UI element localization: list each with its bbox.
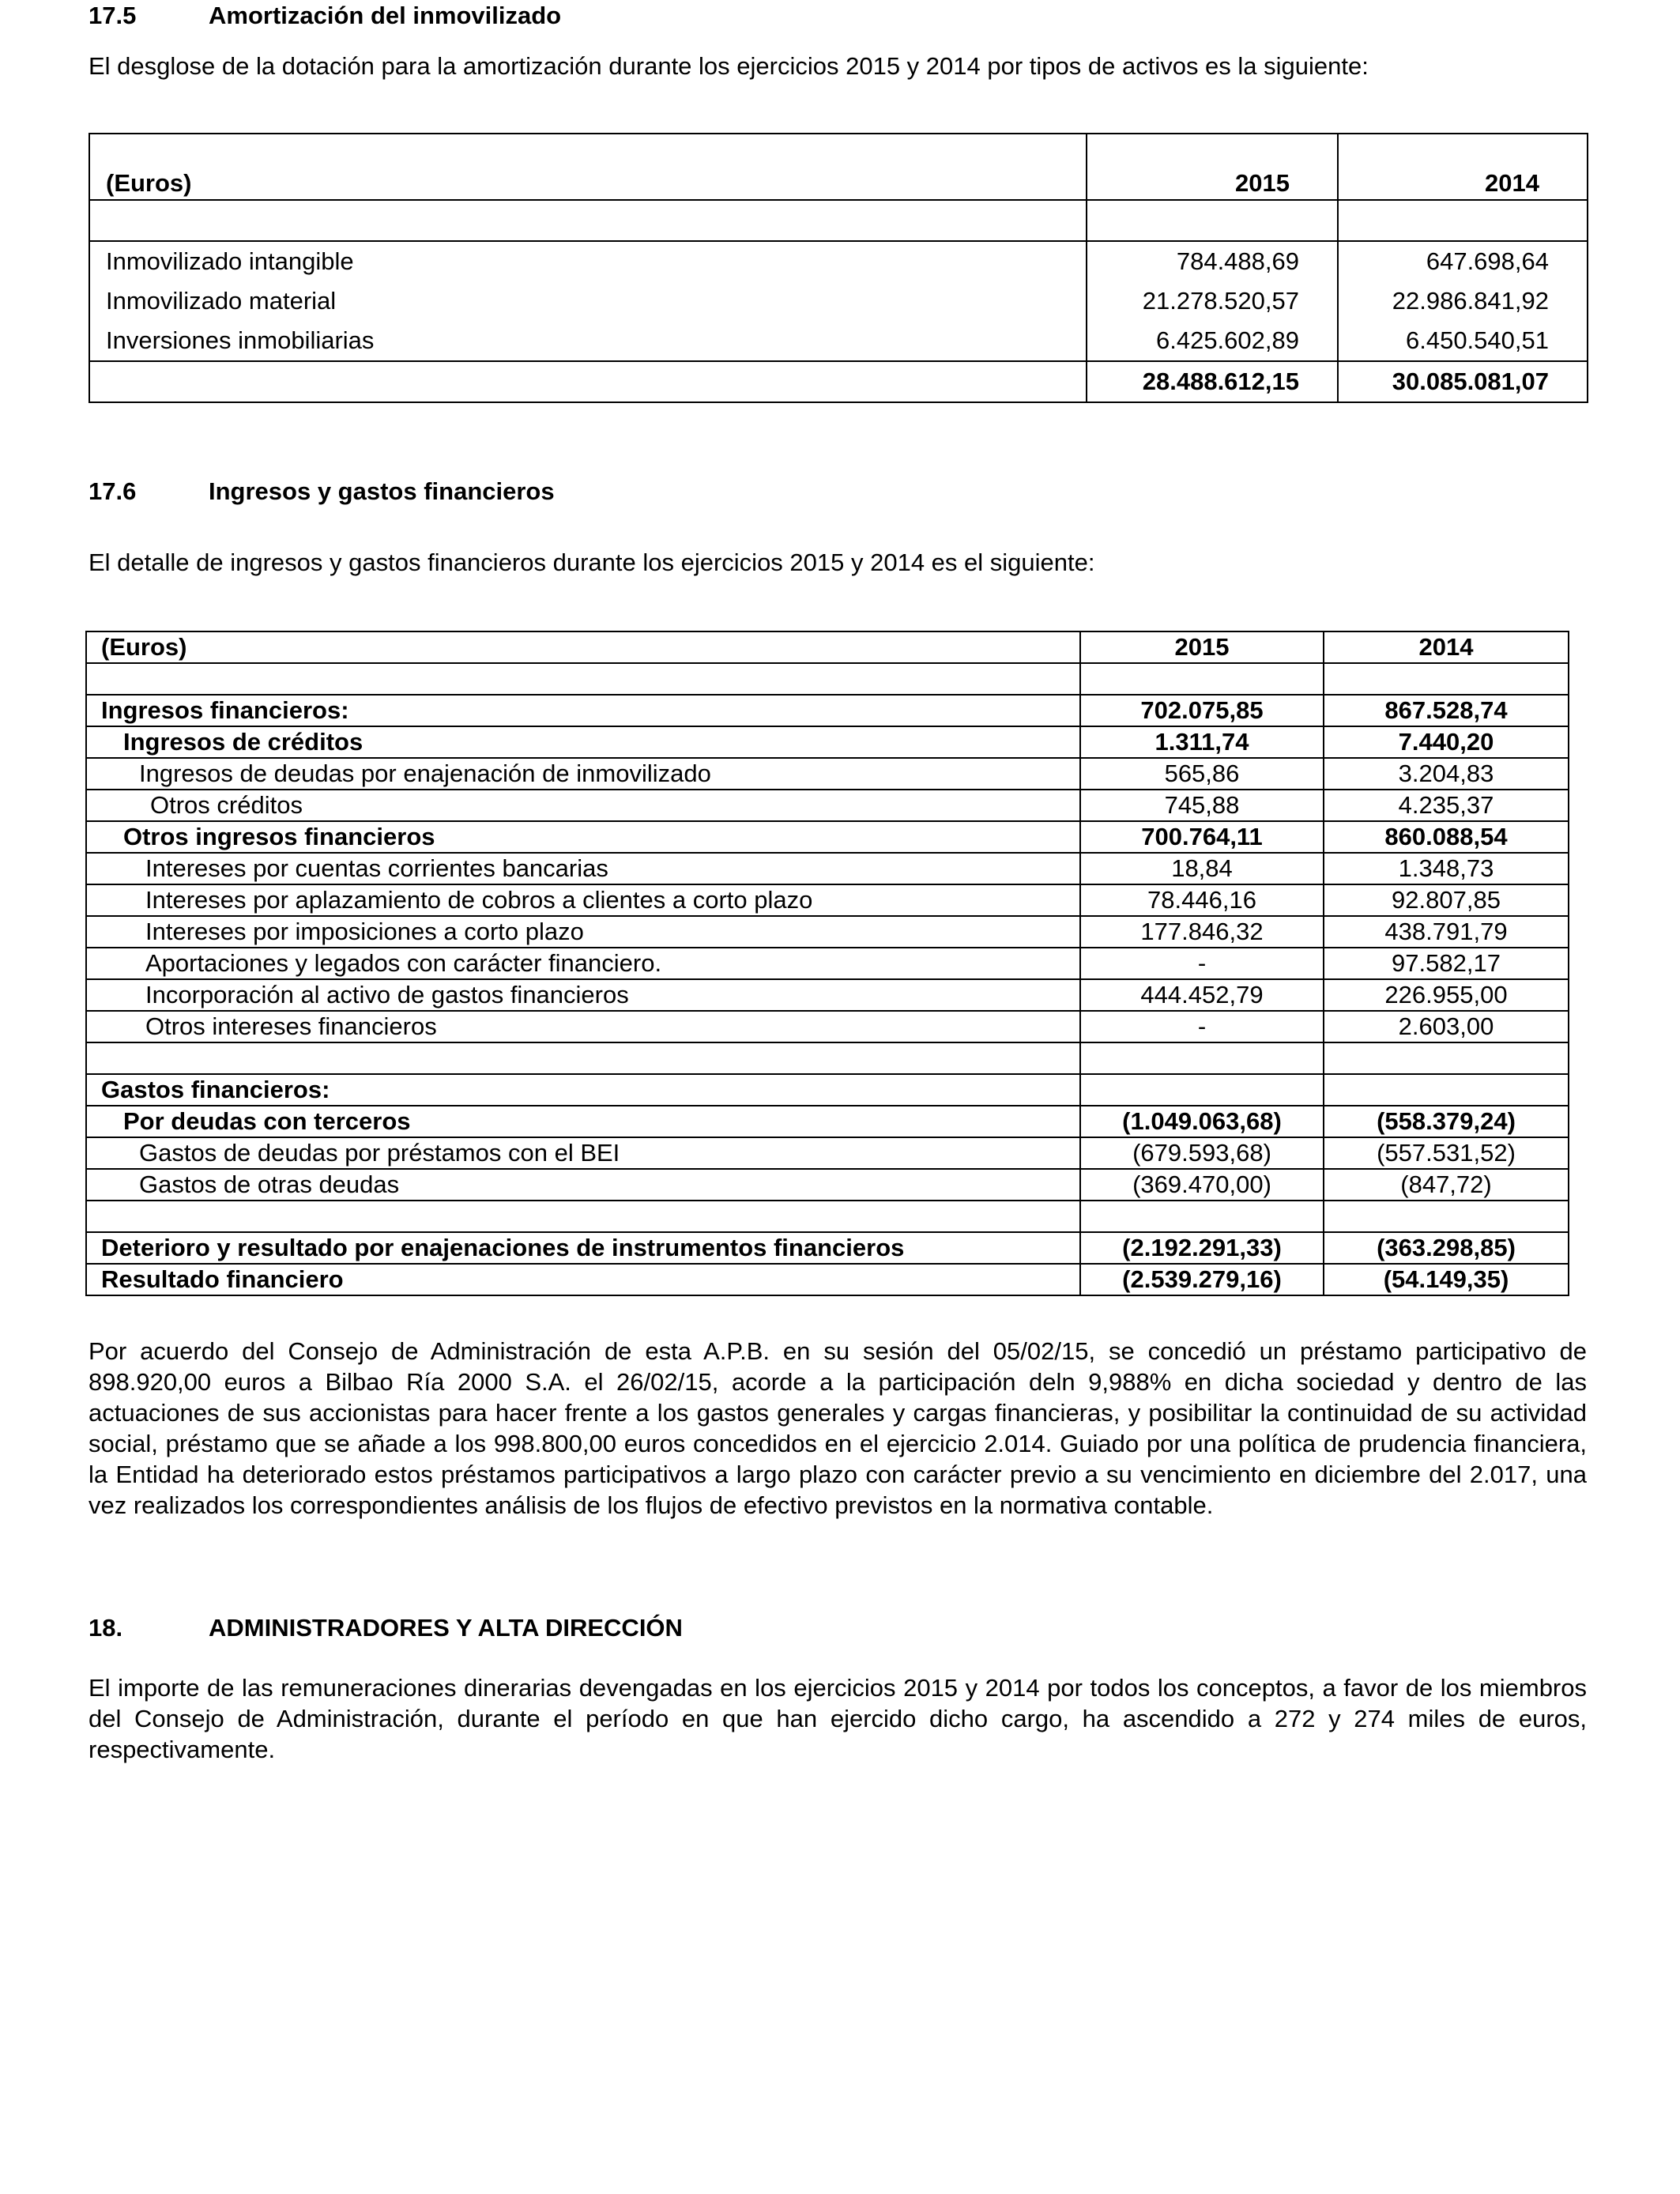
section-heading-18 [89,1614,1590,1646]
header-cell-2014: 2014 [1324,631,1569,663]
row-label: Ingresos de deudas por enajenación de inmovilizado [86,758,1080,790]
row-value-2015: 1.311,74 [1080,726,1324,758]
row-value-2015: 745,88 [1080,790,1324,821]
table-row [86,821,1569,853]
section-heading-17-6 [89,477,1590,509]
row-value-2014: 860.088,54 [1324,821,1569,853]
row-value-2015: 702.075,85 [1080,695,1324,726]
row-value-2014: 226.955,00 [1324,979,1569,1011]
row-label: Deterioro y resultado por enajenaciones de instrumentos financieros [86,1232,1080,1264]
table-row [89,241,1588,281]
table-row [86,695,1569,726]
total-2015: 28.488.612,15 [1087,361,1338,402]
row-value-2014: 4.235,37 [1324,790,1569,821]
section-intro: El desglose de la dotación para la amortización durante los ejercicios 2015 y 2014 por tipos de activos es la siguiente: [89,52,1369,80]
table-row [86,1074,1569,1106]
table-spacer-row [86,1042,1569,1074]
row-value-2015: 177.846,32 [1080,916,1324,948]
table-spacer-row [86,1201,1569,1232]
row-value-2014: 92.807,85 [1324,884,1569,916]
row-value-2014: 7.440,20 [1324,726,1569,758]
table-row [86,1264,1569,1295]
table-row [86,1137,1569,1169]
row-value-2015: 444.452,79 [1080,979,1324,1011]
row-value-2014: (558.379,24) [1324,1106,1569,1137]
row-label: Otros créditos [86,790,1080,821]
table-row [86,758,1569,790]
section-title: Amortización del inmovilizado [209,2,562,29]
section-intro: El detalle de ingresos y gastos financieros durante los ejercicios 2015 y 2014 es el siguiente: [89,548,1095,576]
row-label: Gastos financieros: [86,1074,1080,1106]
header-cell-label: (Euros) [86,631,1080,663]
row-value-2015: (369.470,00) [1080,1169,1324,1201]
table-header-row [89,134,1588,200]
section-text: El importe de las remuneraciones dinerarias devengadas en los ejercicios 2015 y 2014 por todos los conceptos, a favor de los miembros del Consejo de Administración, durante el período en que han ejercido dicho cargo, ha ascendido a 272 y 274 miles de euros, respectivamente. [89,1674,1587,1763]
row-value-2014: 97.582,17 [1324,948,1569,979]
amortization-table [89,133,1588,403]
row-value-2014: (847,72) [1324,1169,1569,1201]
row-label: Por deudas con terceros [86,1106,1080,1137]
row-label: Intereses por cuentas corrientes bancarias [86,853,1080,884]
row-value-2015: - [1080,948,1324,979]
section-heading-17-5 [89,2,1590,33]
row-label: Ingresos financieros: [86,695,1080,726]
row-value-2015: 565,86 [1080,758,1324,790]
row-value-2014: (557.531,52) [1324,1137,1569,1169]
row-label: Otros intereses financieros [86,1011,1080,1042]
row-value-2015: - [1080,1011,1324,1042]
row-value-2014: 1.348,73 [1324,853,1569,884]
table-row [86,979,1569,1011]
row-label: Resultado financiero [86,1264,1080,1295]
row-label: Inmovilizado intangible [89,241,1087,281]
row-label: Otros ingresos financieros [86,821,1080,853]
row-value-2014: (54.149,35) [1324,1264,1569,1295]
section-note: Por acuerdo del Consejo de Administración de esta A.P.B. en su sesión del 05/02/15, se concedió un préstamo participativo de 898.920,00 euros a Bilbao Ría 2000 S.A. el 26/02/15, acorde a la participación deln 9,988% en dicha sociedad y dentro de las actuaciones de sus accionistas para hacer frente a los gastos generales y cargas financieras, y posibilitar la continuidad de su actividad social, préstamo que se añade a los 998.800,00 euros concedidos en el ejercicio 2.014. Guiado por una política de prudencia financiera, la Entidad ha deteriorado estos préstamos participativos a largo plazo con carácter previo a su vencimiento en diciembre del 2.017, una vez realizados los correspondientes análisis de los flujos de efectivo previstos en la normativa contable. [89,1337,1587,1519]
row-value-2015: (2.539.279,16) [1080,1264,1324,1295]
total-2014: 30.085.081,07 [1338,361,1588,402]
row-value-2014: 6.450.540,51 [1338,321,1588,361]
row-value-2015: 78.446,16 [1080,884,1324,916]
section-number: 17.5 [89,2,137,29]
header-cell-2015: 2015 [1087,134,1338,200]
table-row [86,948,1569,979]
row-value-2015: 700.764,11 [1080,821,1324,853]
table-row [86,1011,1569,1042]
table-header-row [86,631,1569,663]
row-value-2015: (679.593,68) [1080,1137,1324,1169]
row-label: Gastos de otras deudas [86,1169,1080,1201]
table-row [86,1232,1569,1264]
table-row [89,321,1588,361]
row-label: Gastos de deudas por préstamos con el BEI [86,1137,1080,1169]
row-value-2015 [1080,1074,1324,1106]
row-value-2015: 21.278.520,57 [1087,281,1338,321]
table-total-row [89,361,1588,402]
table-row [89,281,1588,321]
row-value-2014 [1324,1074,1569,1106]
table-row [86,1169,1569,1201]
table-row [86,884,1569,916]
section-title: Ingresos y gastos financieros [209,477,555,505]
row-label: Intereses por imposiciones a corto plazo [86,916,1080,948]
section-number: 18. [89,1614,123,1642]
section-title: ADMINISTRADORES Y ALTA DIRECCIÓN [209,1614,683,1642]
row-label: Inversiones inmobiliarias [89,321,1087,361]
row-value-2014: 22.986.841,92 [1338,281,1588,321]
table-row [86,726,1569,758]
row-value-2014: 3.204,83 [1324,758,1569,790]
financial-results-table [85,631,1569,1296]
row-value-2015: 6.425.602,89 [1087,321,1338,361]
row-label: Inmovilizado material [89,281,1087,321]
header-cell-2015: 2015 [1080,631,1324,663]
row-label: Incorporación al activo de gastos financieros [86,979,1080,1011]
section-number: 17.6 [89,477,137,505]
table-row [86,1106,1569,1137]
header-cell-2014: 2014 [1338,134,1588,200]
row-label: Intereses por aplazamiento de cobros a clientes a corto plazo [86,884,1080,916]
table-row [86,916,1569,948]
row-value-2015: (2.192.291,33) [1080,1232,1324,1264]
row-value-2014: (363.298,85) [1324,1232,1569,1264]
row-value-2015: 18,84 [1080,853,1324,884]
row-label: Aportaciones y legados con carácter financiero. [86,948,1080,979]
row-value-2014: 2.603,00 [1324,1011,1569,1042]
header-cell-label: (Euros) [89,134,1087,200]
row-label: Ingresos de créditos [86,726,1080,758]
row-value-2014: 438.791,79 [1324,916,1569,948]
table-row [86,853,1569,884]
row-value-2015: 784.488,69 [1087,241,1338,281]
row-value-2015: (1.049.063,68) [1080,1106,1324,1137]
table-row [86,790,1569,821]
table-spacer-row [86,663,1569,695]
table-spacer-row [89,200,1588,241]
row-value-2014: 647.698,64 [1338,241,1588,281]
row-value-2014: 867.528,74 [1324,695,1569,726]
